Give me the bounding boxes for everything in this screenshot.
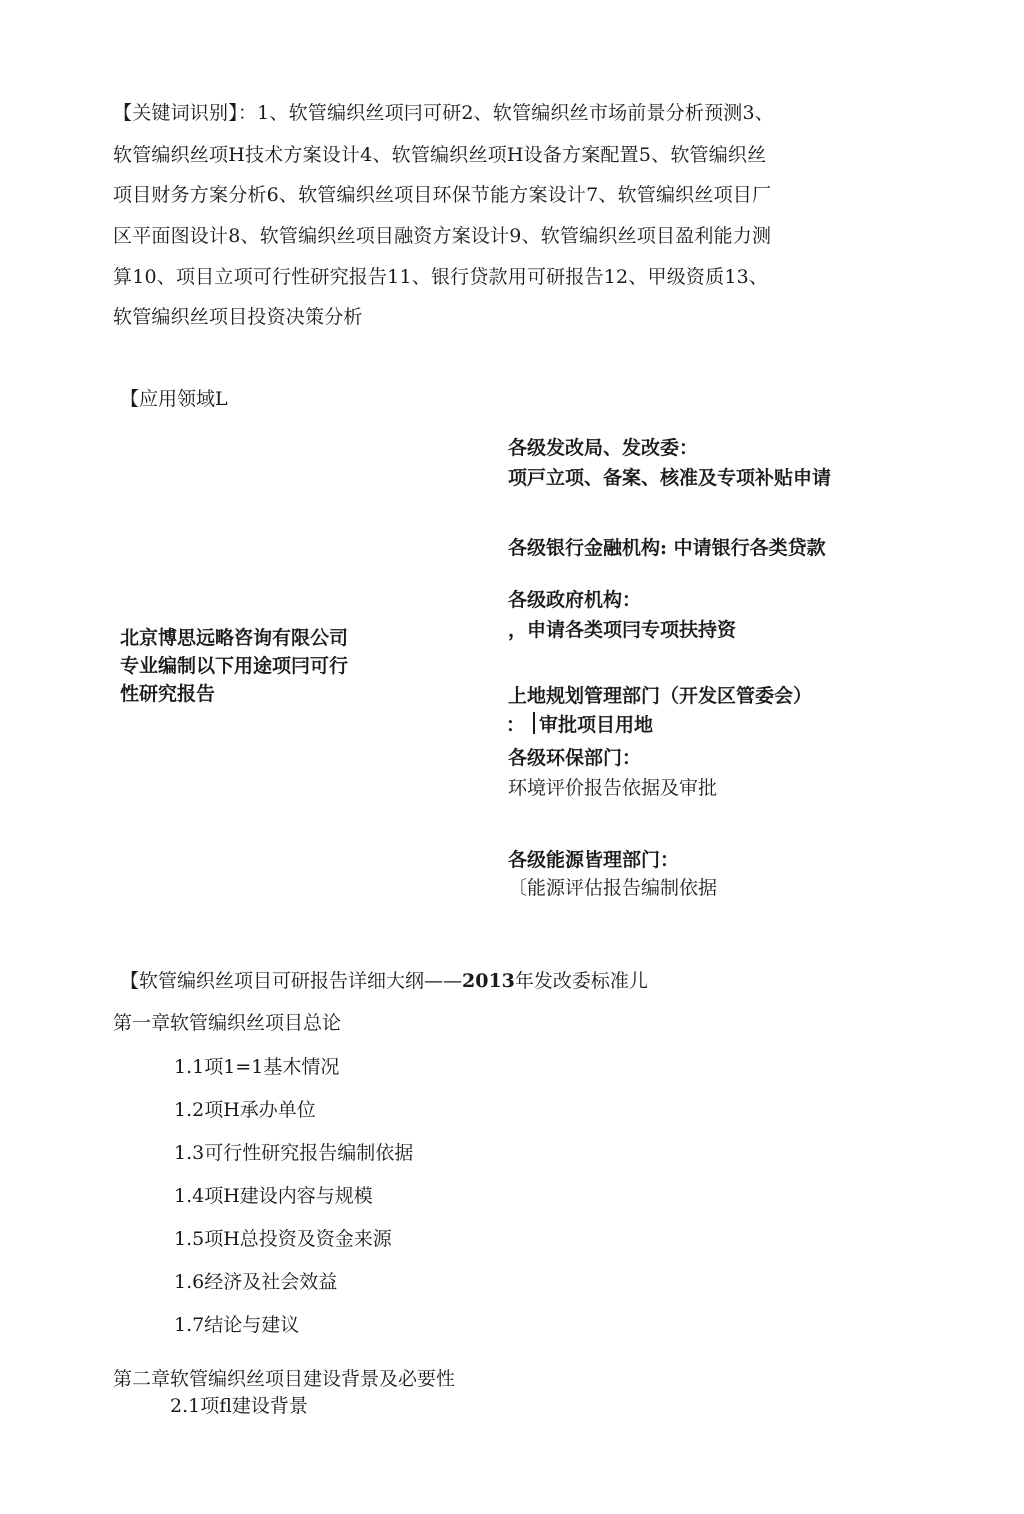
chapter-2-title: 第二章软管编织丝项目建设背景及必要性 xyxy=(113,1368,456,1390)
land-title: 上地规划管理部门（开发区管委会） xyxy=(508,685,813,707)
toc-item-1-1: 1.1项1=1基木情况 xyxy=(174,1056,340,1078)
outline-heading-year: 2013 xyxy=(462,970,515,992)
gov-desc: ，申请各类项冃专项扶持资 xyxy=(508,619,737,641)
company-line-1: 北京博思远略咨询有限公司 xyxy=(120,627,349,649)
company-line-2: 专业编制以下用途项冃可行 xyxy=(120,655,349,677)
land-prefix: ： xyxy=(506,714,526,736)
company-description xyxy=(120,624,348,708)
toc-item-1-5: 1.5项H总投资及资金来源 xyxy=(174,1228,392,1250)
keywords-line-4: 区平面图设计8、软管编织丝项目融资方案设计9、软管编织丝项目盈利能力测 xyxy=(113,225,772,247)
vertical-bar-mark xyxy=(533,712,535,734)
toc-item-1-6: 1.6经济及社会效益 xyxy=(174,1271,338,1293)
land-desc-row xyxy=(506,710,653,737)
chapter-1-title: 第一章软管编织丝项目总论 xyxy=(113,1012,342,1034)
toc-item-1-3: 1.3可行性研究报告编制依据 xyxy=(174,1142,414,1164)
bank-item: 各级银行金融机构: 中请银行各类贷款 xyxy=(508,537,826,559)
env-title: 各级环保部门： xyxy=(508,747,642,769)
keywords-line-3: 项目财务方案分析6、软管编织丝项目环保节能方案设计7、软管编织丝项目厂 xyxy=(113,184,772,206)
keywords-line-2: 软管编织丝项H技术方案设计4、软管编织丝项H设备方案配置5、软管编织丝 xyxy=(113,144,767,166)
keywords-line-5: 算10、项目立项可行性研究报告11、银行贷款用可研报告12、甲级资质13、 xyxy=(113,266,769,288)
energy-desc: 〔能源评估报告编制依据 xyxy=(508,877,718,899)
energy-title: 各级能源皆理部门： xyxy=(508,849,680,871)
env-desc: 环境评价报告依据及审批 xyxy=(508,777,718,799)
fagai-title: 各级发改局、发改委： xyxy=(508,437,699,459)
toc-item-2-1: 2.1项fl建设背景 xyxy=(170,1395,308,1417)
outline-heading xyxy=(120,966,648,993)
land-desc: 审批项目用地 xyxy=(539,714,654,736)
outline-heading-pre: 【软管编织丝项目可研报告详细大纲—— xyxy=(120,970,463,992)
keywords-line-6: 软管编织丝项目投资决策分析 xyxy=(113,306,363,328)
application-heading: 【应用领域L xyxy=(120,388,228,410)
fagai-desc: 项戸立项、备案、核准及专项补贴申请 xyxy=(508,467,832,489)
keywords-line-1: 【关键词识别】：1、软管编织丝项冃可研2、软管编织丝市场前景分析预测3、 xyxy=(113,102,774,124)
company-line-3: 性研究报告 xyxy=(120,683,216,705)
toc-item-1-7: 1.7结论与建议 xyxy=(174,1314,300,1336)
gov-title: 各级政府机构： xyxy=(508,589,642,611)
toc-item-1-2: 1.2项H承办单位 xyxy=(174,1099,316,1121)
outline-heading-post: 年发改委标准儿 xyxy=(514,970,648,992)
toc-item-1-4: 1.4项H建设内容与规模 xyxy=(174,1185,373,1207)
